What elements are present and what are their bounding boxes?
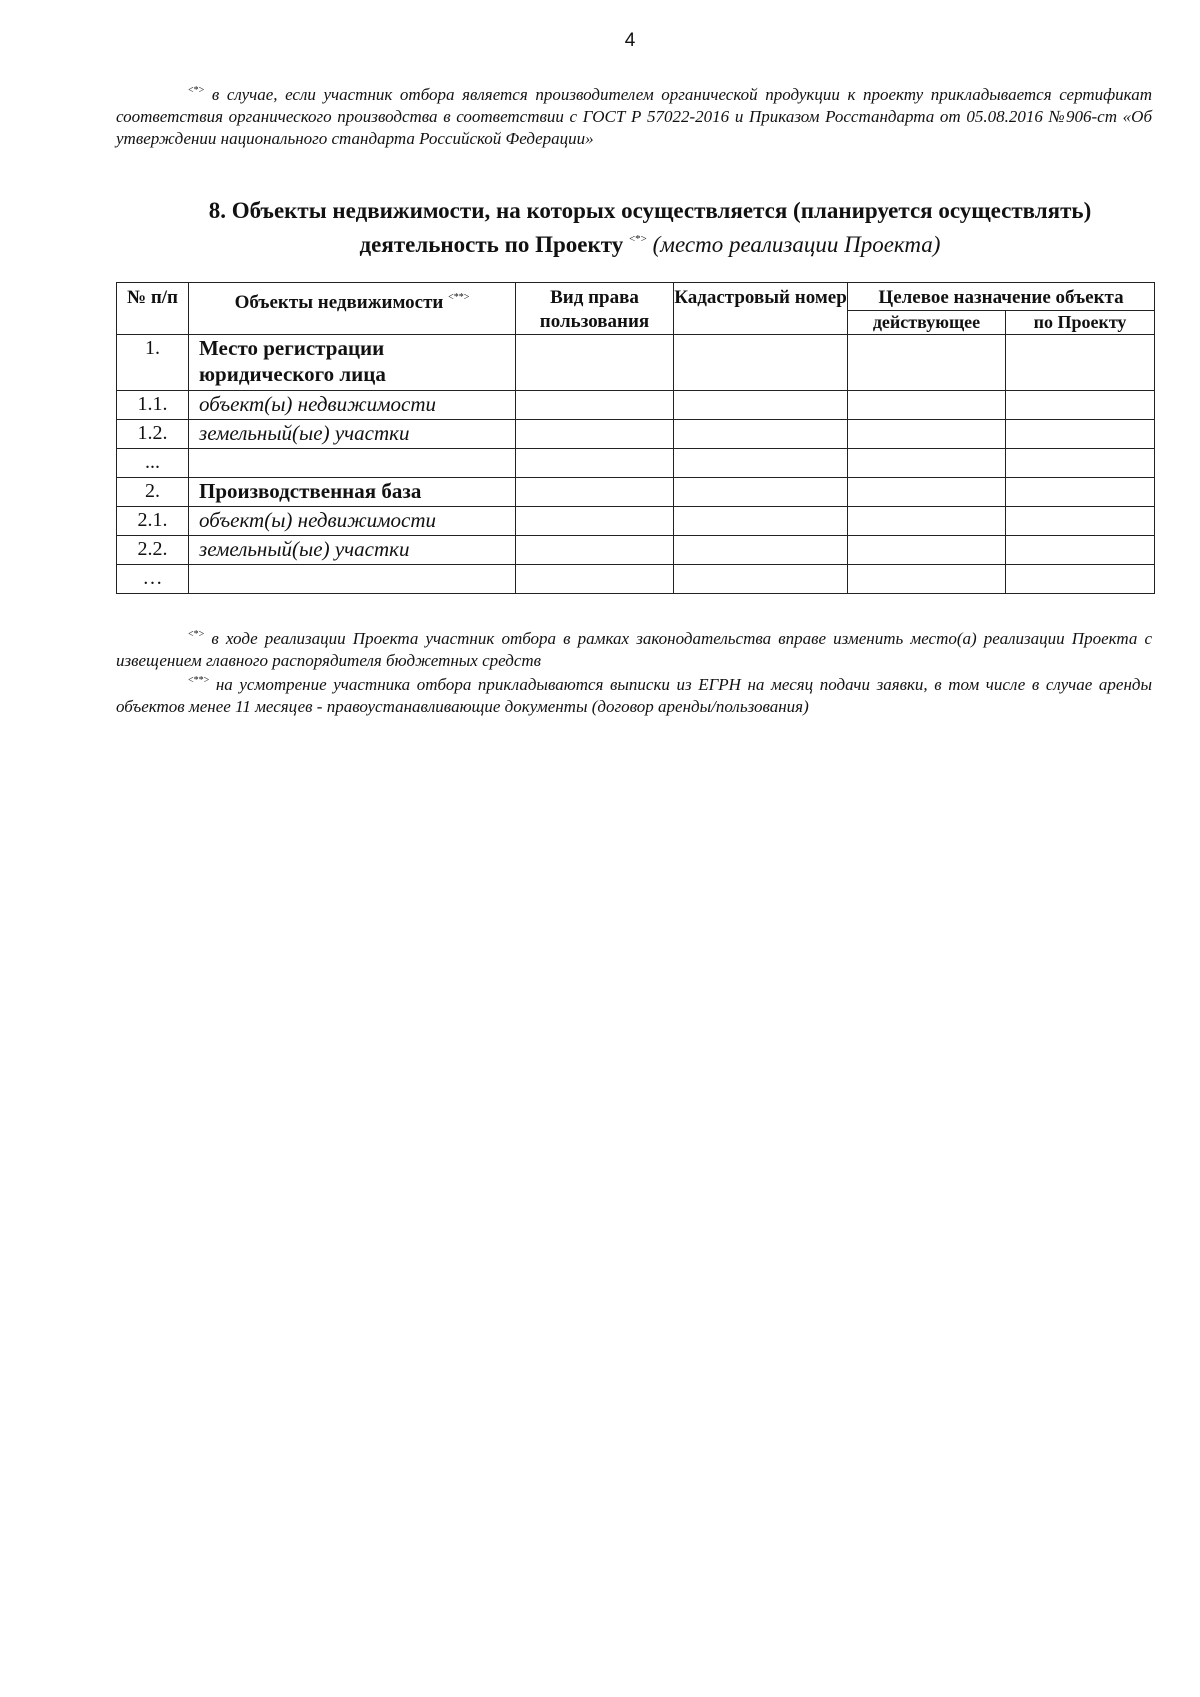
row-number: 1.2. bbox=[117, 420, 189, 449]
cell-cadastral[interactable] bbox=[674, 391, 848, 420]
section-title bbox=[150, 197, 1150, 259]
footnote-organic-certificate bbox=[116, 80, 1152, 150]
row-name: объект(ы) недвижимости bbox=[189, 391, 516, 420]
header-num: № п/п bbox=[117, 283, 189, 335]
cell-right-type[interactable] bbox=[516, 478, 674, 507]
cell-cadastral[interactable] bbox=[674, 565, 848, 594]
header-cadastral: Кадастровый номер bbox=[674, 283, 848, 335]
table-row bbox=[117, 335, 1155, 391]
table-row bbox=[117, 536, 1155, 565]
cell-right-type[interactable] bbox=[516, 536, 674, 565]
cell-purpose-current[interactable] bbox=[848, 335, 1006, 391]
cell-cadastral[interactable] bbox=[674, 335, 848, 391]
row-name: земельный(ые) участки bbox=[189, 420, 516, 449]
cell-purpose-project[interactable] bbox=[1006, 420, 1155, 449]
header-purpose-project: по Проекту bbox=[1006, 311, 1155, 335]
cell-cadastral[interactable] bbox=[674, 449, 848, 478]
cell-purpose-current[interactable] bbox=[848, 565, 1006, 594]
row-number: 1. bbox=[117, 335, 189, 391]
cell-purpose-project[interactable] bbox=[1006, 536, 1155, 565]
row-number: … bbox=[117, 565, 189, 594]
cell-purpose-current[interactable] bbox=[848, 420, 1006, 449]
cell-right-type[interactable] bbox=[516, 449, 674, 478]
header-objects-label: Объекты недвижимости bbox=[234, 292, 444, 313]
cell-cadastral[interactable] bbox=[674, 536, 848, 565]
cell-purpose-current[interactable] bbox=[848, 536, 1006, 565]
header-purpose: Целевое назначение объекта bbox=[848, 283, 1155, 311]
header-purpose-current: действующее bbox=[848, 311, 1006, 335]
cell-purpose-current[interactable] bbox=[848, 478, 1006, 507]
footnote-marker: <*> bbox=[188, 629, 205, 640]
row-number: ... bbox=[117, 449, 189, 478]
footnote-marker: <*> bbox=[188, 85, 205, 96]
cell-purpose-project[interactable] bbox=[1006, 507, 1155, 536]
row-name: земельный(ые) участки bbox=[189, 536, 516, 565]
table-row bbox=[117, 391, 1155, 420]
table-row bbox=[117, 449, 1155, 478]
cell-right-type[interactable] bbox=[516, 335, 674, 391]
footnote-text: в ходе реализации Проекта участник отбора в рамках законодательства вправе изменить место(а) реализации Проекта с извещением главного распорядителя бюджетных средств bbox=[116, 629, 1152, 670]
header-right-type: Вид права пользования bbox=[516, 283, 674, 335]
section-title-main: 8. Объекты недвижимости, на которых осуществляется (планируется осуществлять) деятельность по Проекту bbox=[208, 198, 1092, 257]
table-row bbox=[117, 565, 1155, 594]
row-name bbox=[189, 449, 516, 478]
footnote-project-location-change bbox=[116, 624, 1152, 672]
cell-right-type[interactable] bbox=[516, 565, 674, 594]
cell-purpose-current[interactable] bbox=[848, 449, 1006, 478]
table-row bbox=[117, 507, 1155, 536]
footnote-marker: <**> bbox=[188, 675, 210, 686]
footnote-text: на усмотрение участника отбора прикладываются выписки из ЕГРН на месяц подачи заявки, в том числе в случае аренды объектов менее 11 месяцев - правоустанавливающие документы (договор аренды/пользования) bbox=[116, 675, 1152, 716]
page-number: 4 bbox=[624, 30, 636, 51]
cell-cadastral[interactable] bbox=[674, 420, 848, 449]
row-name: Место регистрации юридического лица bbox=[189, 335, 516, 391]
cell-right-type[interactable] bbox=[516, 507, 674, 536]
cell-purpose-project[interactable] bbox=[1006, 335, 1155, 391]
row-name: Производственная база bbox=[189, 478, 516, 507]
header-objects-marker: <**> bbox=[448, 292, 470, 303]
cell-purpose-project[interactable] bbox=[1006, 391, 1155, 420]
row-number: 2.2. bbox=[117, 536, 189, 565]
section-title-subtitle: (место реализации Проекта) bbox=[646, 232, 941, 257]
cell-purpose-current[interactable] bbox=[848, 391, 1006, 420]
row-number: 2. bbox=[117, 478, 189, 507]
real-estate-table bbox=[116, 282, 1155, 594]
row-number: 1.1. bbox=[117, 391, 189, 420]
row-name: объект(ы) недвижимости bbox=[189, 507, 516, 536]
table-row bbox=[117, 420, 1155, 449]
row-name bbox=[189, 565, 516, 594]
row-number: 2.1. bbox=[117, 507, 189, 536]
cell-cadastral[interactable] bbox=[674, 507, 848, 536]
section-title-marker: <*> bbox=[628, 233, 647, 245]
footnote-egrn-extracts bbox=[116, 670, 1152, 718]
cell-right-type[interactable] bbox=[516, 420, 674, 449]
cell-purpose-project[interactable] bbox=[1006, 478, 1155, 507]
footnote-text: в случае, если участник отбора является производителем органической продукции к проекту прикладывается сертификат соответствия органического производства в соответствии с ГОСТ Р 57022-2016 и Приказом Росстандарта от 05.08.2016 №906-ст «Об утверждении национального стандарта Российской Федерации» bbox=[116, 85, 1152, 148]
header-objects bbox=[189, 283, 516, 335]
cell-cadastral[interactable] bbox=[674, 478, 848, 507]
cell-purpose-current[interactable] bbox=[848, 507, 1006, 536]
cell-right-type[interactable] bbox=[516, 391, 674, 420]
table-row bbox=[117, 478, 1155, 507]
cell-purpose-project[interactable] bbox=[1006, 565, 1155, 594]
cell-purpose-project[interactable] bbox=[1006, 449, 1155, 478]
